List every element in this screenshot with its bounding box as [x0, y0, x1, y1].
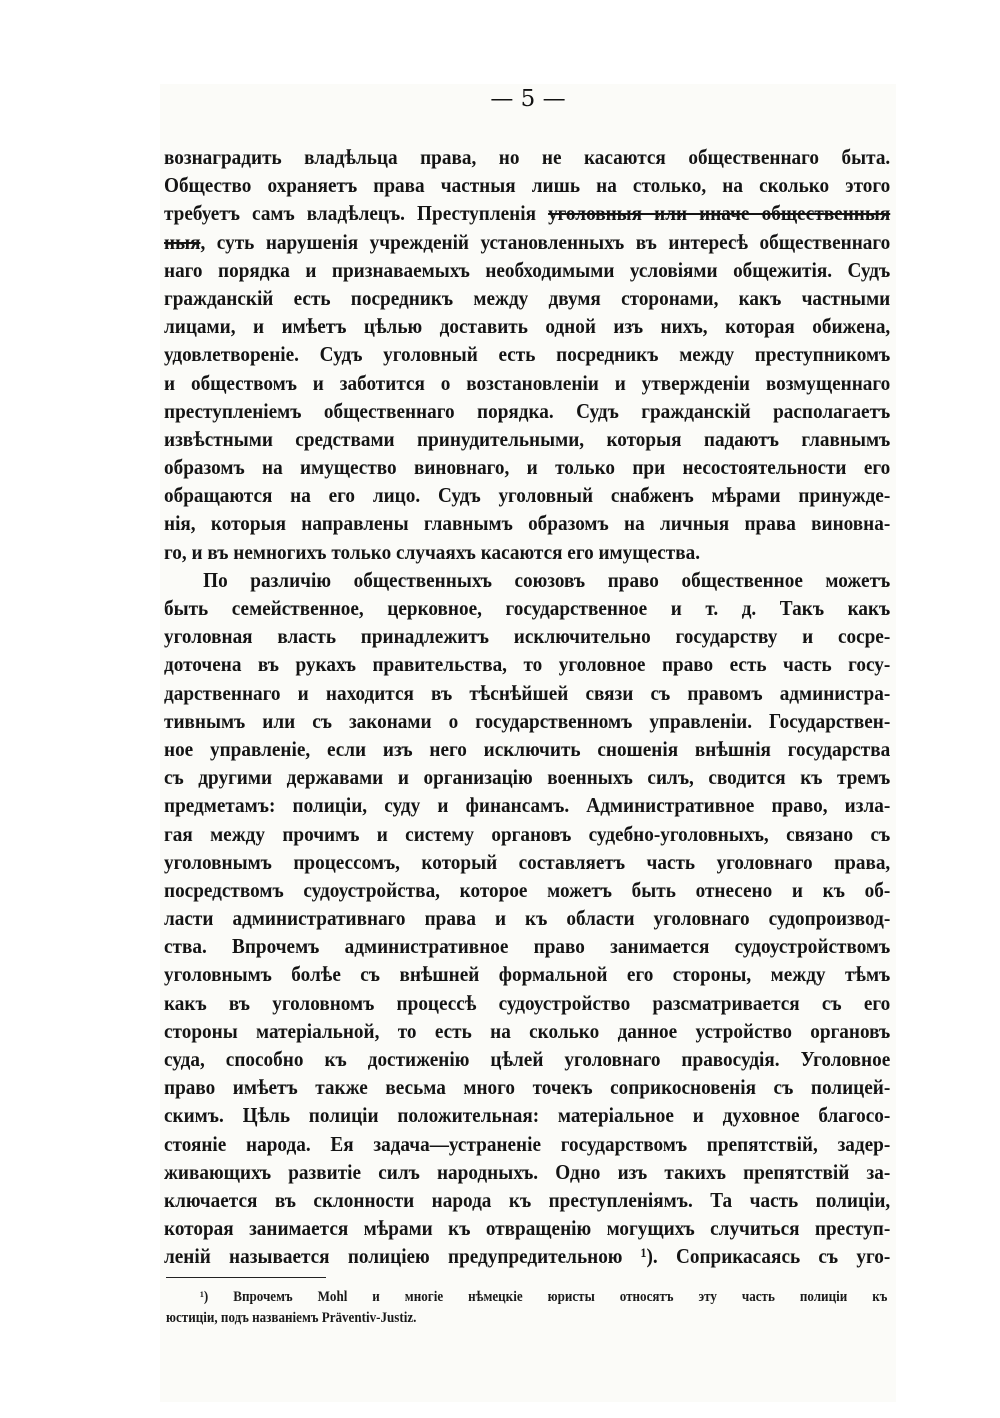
text-line: и обществомъ и заботится о возстановленіи и утвержденіи возмущеннаго: [164, 370, 891, 395]
text-line: право имѣетъ также весьма много точекъ соприкосновенія съ полицей-: [164, 1075, 891, 1100]
text-line: гражданскій есть посредникъ между двумя сторонами, какъ частными: [164, 285, 891, 310]
text-line: съ другими державами и организацію военныхъ силъ, сводится къ тремъ: [164, 765, 891, 790]
text-line: ства. Впрочемъ административное право занимается судоустройствомъ: [164, 934, 891, 959]
text-line-with-strikethrough: [164, 199, 890, 227]
text-line: леній называется полиціею предупредительною ¹). Соприкасаясь съ уго-: [164, 1244, 891, 1269]
struck-text: уголовныя или иначе общественныя: [548, 201, 891, 226]
paragraph-2: [164, 566, 890, 1271]
struck-text: ныя: [164, 229, 201, 254]
text-line: лицами, и имѣетъ цѣлью доставить одной изъ нихъ, которая обижена,: [164, 314, 891, 339]
text-line: преступленіемъ общественнаго порядка. Судъ гражданскій располагаетъ: [164, 398, 891, 423]
footnote: [166, 1287, 887, 1329]
footnote-line: юстиціи, подъ названіемъ Präventiv-Justiz.: [166, 1310, 417, 1326]
text-line: обращаются на его лицо. Судъ уголовный снабженъ мѣрами принужде-: [164, 483, 891, 508]
text-line: тивнымъ или съ законами о государственномъ управленіи. Государствен-: [164, 708, 891, 733]
text-line: которая занимается мѣрами къ отвращенію могущихъ случиться преступ-: [164, 1216, 891, 1241]
text-line: скимъ. Цѣль полиціи положительная: матеріальное и духовное благосо-: [164, 1103, 891, 1128]
body-text: [164, 143, 890, 1271]
text-line: Общество охраняетъ права частныя лишь на столько, на сколько этого: [164, 173, 891, 198]
text-line: какъ въ уголовномъ процессѣ судоустройство разсматривается съ его: [164, 990, 891, 1015]
text-line: ласти административнаго права и къ области уголовнаго судопроизвод-: [164, 906, 891, 931]
text-fragment: требуетъ самъ владѣлецъ. Преступленія: [164, 201, 549, 226]
text-line: стояніе народа. Ея задача—устраненіе государствомъ препятствій, задер-: [164, 1131, 891, 1156]
text-line: уголовная власть принадлежитъ исключительно государству и сосре-: [164, 624, 891, 649]
text-line: По различію общественныхъ союзовъ право общественное можетъ: [203, 567, 891, 592]
text-line: извѣстными средствами принудительными, которыя падаютъ главнымъ: [164, 426, 891, 451]
text-line: уголовнымъ процессомъ, который составляетъ часть уголовнаго права,: [164, 849, 891, 874]
text-line: доточена въ рукахъ правительства, то уголовное право есть часть госу-: [164, 652, 891, 677]
text-line: наго порядка и признаваемыхъ необходимыми условіями общежитія. Судъ: [164, 257, 891, 282]
text-line: посредствомъ судоустройства, которое можетъ быть отнесено и къ об-: [164, 877, 891, 902]
text-line: дарственнаго и находится въ тѣснѣйшей связи съ правомъ администра-: [164, 680, 891, 705]
text-line: удовлетвореніе. Судъ уголовный есть посредникъ между преступникомъ: [164, 342, 891, 367]
text-line: стороны матеріальной, то есть на сколько данное устройство органовъ: [164, 1018, 891, 1043]
text-line: уголовнымъ болѣе съ внѣшней формальной его стороны, между тѣмъ: [164, 962, 891, 987]
text-line: образомъ на имущество виновнаго, и только при несостоятельности его: [164, 455, 891, 480]
page-number: — 5 —: [490, 86, 566, 112]
footnote-line: ¹) Впрочемъ Mohl и многіе нѣмецкіе юристы относятъ эту часть полиціи къ: [200, 1289, 888, 1305]
paragraph-1: [164, 143, 890, 566]
text-line: ключается въ склонности народа къ преступленіямъ. Та часть полиціи,: [164, 1187, 891, 1212]
text-line: быть семейственное, церковное, государственное и т. д. Такъ какъ: [164, 596, 891, 620]
text-line: предметамъ: полиціи, суду и финансамъ. Административное право, изла-: [164, 793, 891, 818]
text-line: го, и въ немногихъ только случаяхъ касаются его имущества.: [164, 539, 701, 564]
footnote-separator: [166, 1277, 326, 1278]
text-line: живающихъ развитіе силъ народныхъ. Одно изъ такихъ препятствій за-: [164, 1159, 891, 1184]
text-line-with-strikethrough: [164, 228, 890, 256]
text-line: вознаградить владѣльца права, но не касаются общественнаго быта.: [164, 145, 891, 169]
text-line: ное управленіе, если изъ него исключить сношенія внѣшнія государства: [164, 736, 891, 761]
text-line: нія, которыя направлены главнымъ образомъ на личныя права виновна-: [164, 511, 891, 536]
text-line: гая между прочимъ и систему органовъ судебно-уголовныхъ, связано съ: [164, 821, 891, 846]
text-line: суда, способно къ достиженію цѣлей уголовнаго правосудія. Уголовное: [164, 1047, 891, 1071]
text-fragment: , суть нарушенія учрежденій установленныхъ въ интересѣ общественнаго: [200, 229, 891, 254]
